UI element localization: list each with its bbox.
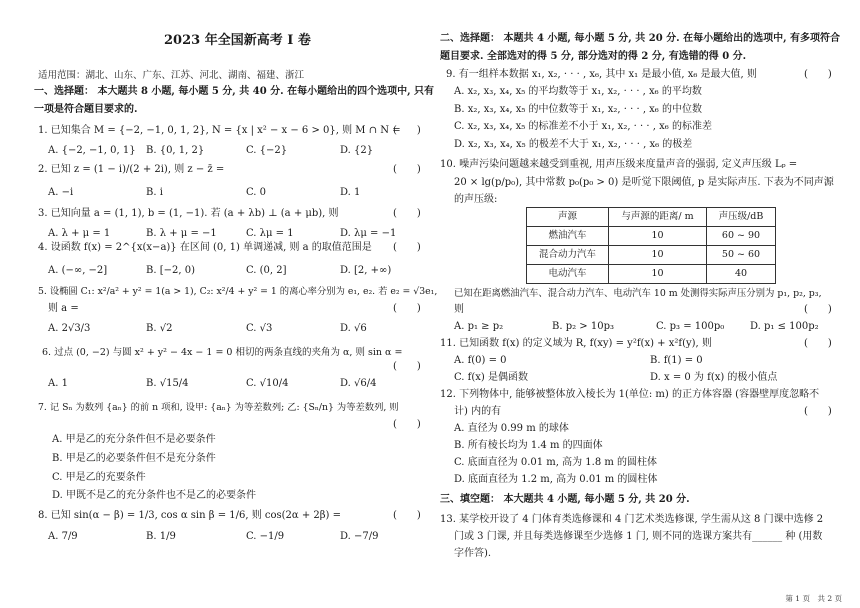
q12-option-c: C. 底面直径为 0.01 m, 高为 1.8 m 的圆柱体 (454, 457, 658, 468)
q5-answer-paren: ( ) (393, 303, 421, 314)
q1-option-c: C. {−2} (246, 145, 288, 156)
table-header-cell: 声压级/dB (707, 208, 776, 227)
q3-answer-paren: ( ) (393, 208, 421, 219)
q2-stem: 2. 已知 z = (1 − i)/(2 + 2i), 则 z − z̄ = (38, 164, 225, 175)
q4-option-a: A. (−∞, −2] (48, 265, 108, 276)
q7-answer-paren: ( ) (393, 419, 421, 430)
q7-option-d: D. 甲既不是乙的充分条件也不是乙的必要条件 (52, 490, 257, 501)
q8-option-c: C. −1/9 (246, 531, 285, 542)
q10-stem: 10. 噪声污染问题越来越受到重视, 用声压级来度量声音的强弱, 定义声压级 Lₚ = (440, 159, 798, 170)
q10-stem-cont: 20 × lg(p/p₀), 其中常数 p₀(p₀ > 0) 是听觉下限阈值, p 是实际声压. 下表为不同声源 (454, 177, 834, 188)
q1-stem: 1. 已知集合 M = {−2, −1, 0, 1, 2}, N = {x | x² − x − 6 > 0}, 则 M ∩ N = (38, 125, 401, 136)
q11-option-d: D. x = 0 为 f(x) 的极小值点 (650, 372, 778, 383)
section3-heading: 三、填空题： 本大题共 4 小题, 每小题 5 分, 共 20 分. (440, 494, 690, 505)
q5-option-a: A. 2√3/3 (48, 323, 91, 334)
q1-option-d: D. {2} (340, 145, 374, 156)
q9-option-c: C. x₂, x₃, x₄, x₅ 的标准差不小于 x₁, x₂, · · · , x₆ 的标准差 (454, 121, 712, 132)
q10-after-text-cont: 则 (454, 304, 464, 315)
q11-answer-paren: ( ) (804, 338, 832, 349)
q1-option-a: A. {−2, −1, 0, 1} (48, 145, 136, 156)
table-cell: 燃油汽车 (527, 227, 609, 246)
q6-option-b: B. √15/4 (146, 378, 189, 389)
q4-option-c: C. (0, 2] (246, 265, 287, 276)
q12-stem: 12. 下列物体中, 能够被整体放入棱长为 1(单位: m) 的正方体容器 (容器壁厚度忽略不 (440, 389, 820, 400)
q13-stem: 13. 某学校开设了 4 门体育类选修课和 4 门艺术类选修课, 学生需从这 8 门课中选修 2 (440, 514, 824, 525)
q8-option-b: B. 1/9 (146, 531, 176, 542)
q8-option-d: D. −7/9 (340, 531, 379, 542)
sound-level-table (526, 207, 776, 284)
q3-option-c: C. λμ = 1 (246, 228, 294, 239)
q9-answer-paren: ( ) (804, 69, 832, 80)
table-cell: 混合动力汽车 (527, 246, 609, 265)
q8-answer-paren: ( ) (393, 510, 421, 521)
q2-option-d: D. 1 (340, 187, 361, 198)
table-row (527, 265, 776, 284)
q8-option-a: A. 7/9 (48, 531, 78, 542)
section1-heading-cont: 一项是符合题目要求的. (34, 104, 138, 115)
q3-stem: 3. 已知向量 a = (1, 1), b = (1, −1). 若 (a + λb) ⊥ (a + μb), 则 (38, 208, 339, 219)
q10-option-a: A. p₁ ≥ p₂ (454, 321, 504, 332)
q4-stem: 4. 设函数 f(x) = 2^{x(x−a)} 在区间 (0, 1) 单调递减, 则 a 的取值范围是 (38, 242, 372, 253)
q13-stem-cont2: 字作答). (454, 548, 492, 559)
q10-answer-paren: ( ) (804, 304, 832, 315)
table-row (527, 227, 776, 246)
q5-option-b: B. √2 (146, 323, 173, 334)
q3-option-a: A. λ + μ = 1 (48, 228, 111, 239)
q10-stem-cont2: 的声压级: (454, 194, 498, 205)
table-cell: 10 (609, 246, 707, 265)
q7-option-a: A. 甲是乙的充分条件但不是必要条件 (52, 434, 216, 445)
q10-option-c: C. p₃ = 100p₀ (656, 321, 725, 332)
q12-option-a: A. 直径为 0.99 m 的球体 (454, 423, 569, 434)
q2-option-c: C. 0 (246, 187, 267, 198)
q4-option-d: D. [2, +∞) (340, 265, 392, 276)
q9-option-d: D. x₂, x₃, x₄, x₅ 的极差不大于 x₁, x₂, · · · , x₆ 的极差 (454, 139, 693, 150)
q6-option-d: D. √6/4 (340, 378, 377, 389)
section2-heading-cont: 题目要求. 全部选对的得 5 分, 部分选对的得 2 分, 有选错的得 0 分. (440, 51, 747, 62)
q7-option-c: C. 甲是乙的充要条件 (52, 472, 146, 483)
q11-stem: 11. 已知函数 f(x) 的定义域为 R, f(xy) = y²f(x) + x²f(y), 则 (440, 338, 712, 349)
table-row (527, 246, 776, 265)
q3-option-b: B. λ + μ = −1 (146, 228, 217, 239)
q10-option-d: D. p₁ ≤ 100p₂ (750, 321, 819, 332)
scope-line: 适用范围：湖北、山东、广东、江苏、河北、湖南、福建、浙江 (38, 70, 305, 81)
table-header-row (527, 208, 776, 227)
q6-option-a: A. 1 (48, 378, 68, 389)
q13-stem-cont: 门或 3 门课, 并且每类选修课至少选修 1 门, 则不同的选课方案共有______ 种 (用数 (454, 531, 823, 542)
table-cell: 60 ~ 90 (707, 227, 776, 246)
section2-heading: 二、选择题： 本题共 4 小题, 每小题 5 分, 共 20 分. 在每小题给出的选项中, 有多项符合 (440, 33, 841, 44)
q7-option-b: B. 甲是乙的必要条件但不是充分条件 (52, 453, 216, 464)
q8-stem: 8. 已知 sin(α − β) = 1/3, cos α sin β = 1/6, 则 cos(2α + 2β) = (38, 510, 341, 521)
table-cell: 10 (609, 265, 707, 284)
table-header-cell: 与声源的距离/ m (609, 208, 707, 227)
table-header-cell: 声源 (527, 208, 609, 227)
q10-after-text: 已知在距离燃油汽车、混合动力汽车、电动汽车 10 m 处测得实际声压分别为 p₁, p₂, p₃, (454, 288, 822, 299)
q12-answer-paren: ( ) (804, 406, 832, 417)
q7-stem: 7. 记 Sₙ 为数列 {aₙ} 的前 n 项和, 设甲: {aₙ} 为等差数列; 乙: {Sₙ/n} 为等差数列, 则 (38, 402, 399, 413)
q10-option-b: B. p₂ > 10p₃ (552, 321, 614, 332)
q9-option-b: B. x₂, x₃, x₄, x₅ 的中位数等于 x₁, x₂, · · · , x₆ 的中位数 (454, 104, 702, 115)
q12-option-b: B. 所有棱长均为 1.4 m 的四面体 (454, 440, 603, 451)
table-cell: 10 (609, 227, 707, 246)
table-cell: 40 (707, 265, 776, 284)
q11-option-c: C. f(x) 是偶函数 (454, 372, 528, 383)
section1-heading: 一、选择题： 本大题共 8 小题, 每小题 5 分, 共 40 分. 在每小题给出的四个选项中, 只有 (34, 86, 435, 97)
table-cell: 电动汽车 (527, 265, 609, 284)
q4-option-b: B. [−2, 0) (146, 265, 195, 276)
q1-answer-paren: ( ) (393, 125, 421, 136)
q9-option-a: A. x₂, x₃, x₄, x₅ 的平均数等于 x₁, x₂, · · · , x₆ 的平均数 (454, 86, 702, 97)
right-column (432, 0, 860, 608)
q3-option-d: D. λμ = −1 (340, 228, 397, 239)
q11-option-b: B. f(1) = 0 (650, 355, 703, 366)
q5-stem: 5. 设椭圆 C₁: x²/a² + y² = 1(a > 1), C₂: x²/4 + y² = 1 的离心率分别为 e₁, e₂. 若 e₂ = √3e₁, (38, 286, 438, 297)
q11-option-a: A. f(0) = 0 (454, 355, 507, 366)
q12-stem-cont: 计) 内的有 (454, 406, 502, 417)
q12-option-d: D. 底面直径为 1.2 m, 高为 0.01 m 的圆柱体 (454, 474, 658, 485)
q6-answer-paren: ( ) (393, 361, 421, 372)
q5-option-d: D. √6 (340, 323, 367, 334)
q5-stem-cont: 则 a = (48, 303, 79, 314)
q6-stem: 6. 过点 (0, −2) 与圆 x² + y² − 4x − 1 = 0 相切的两条直线的夹角为 α, 则 sin α = (42, 347, 403, 358)
q9-stem: 9. 有一组样本数据 x₁, x₂, · · · , x₆, 其中 x₁ 是最小值, x₆ 是最大值, 则 (446, 69, 757, 80)
q5-option-c: C. √3 (246, 323, 273, 334)
q4-answer-paren: ( ) (393, 242, 421, 253)
q2-answer-paren: ( ) (393, 164, 421, 175)
table-cell: 50 ~ 60 (707, 246, 776, 265)
q2-option-b: B. i (146, 187, 163, 198)
q2-option-a: A. −i (48, 187, 74, 198)
page-title: 2023 年全国新高考 I 卷 (164, 33, 311, 48)
q1-option-b: B. {0, 1, 2} (146, 145, 205, 156)
q6-option-c: C. √10/4 (246, 378, 289, 389)
page-number: 第 1 页 共 2 页 (785, 594, 842, 603)
